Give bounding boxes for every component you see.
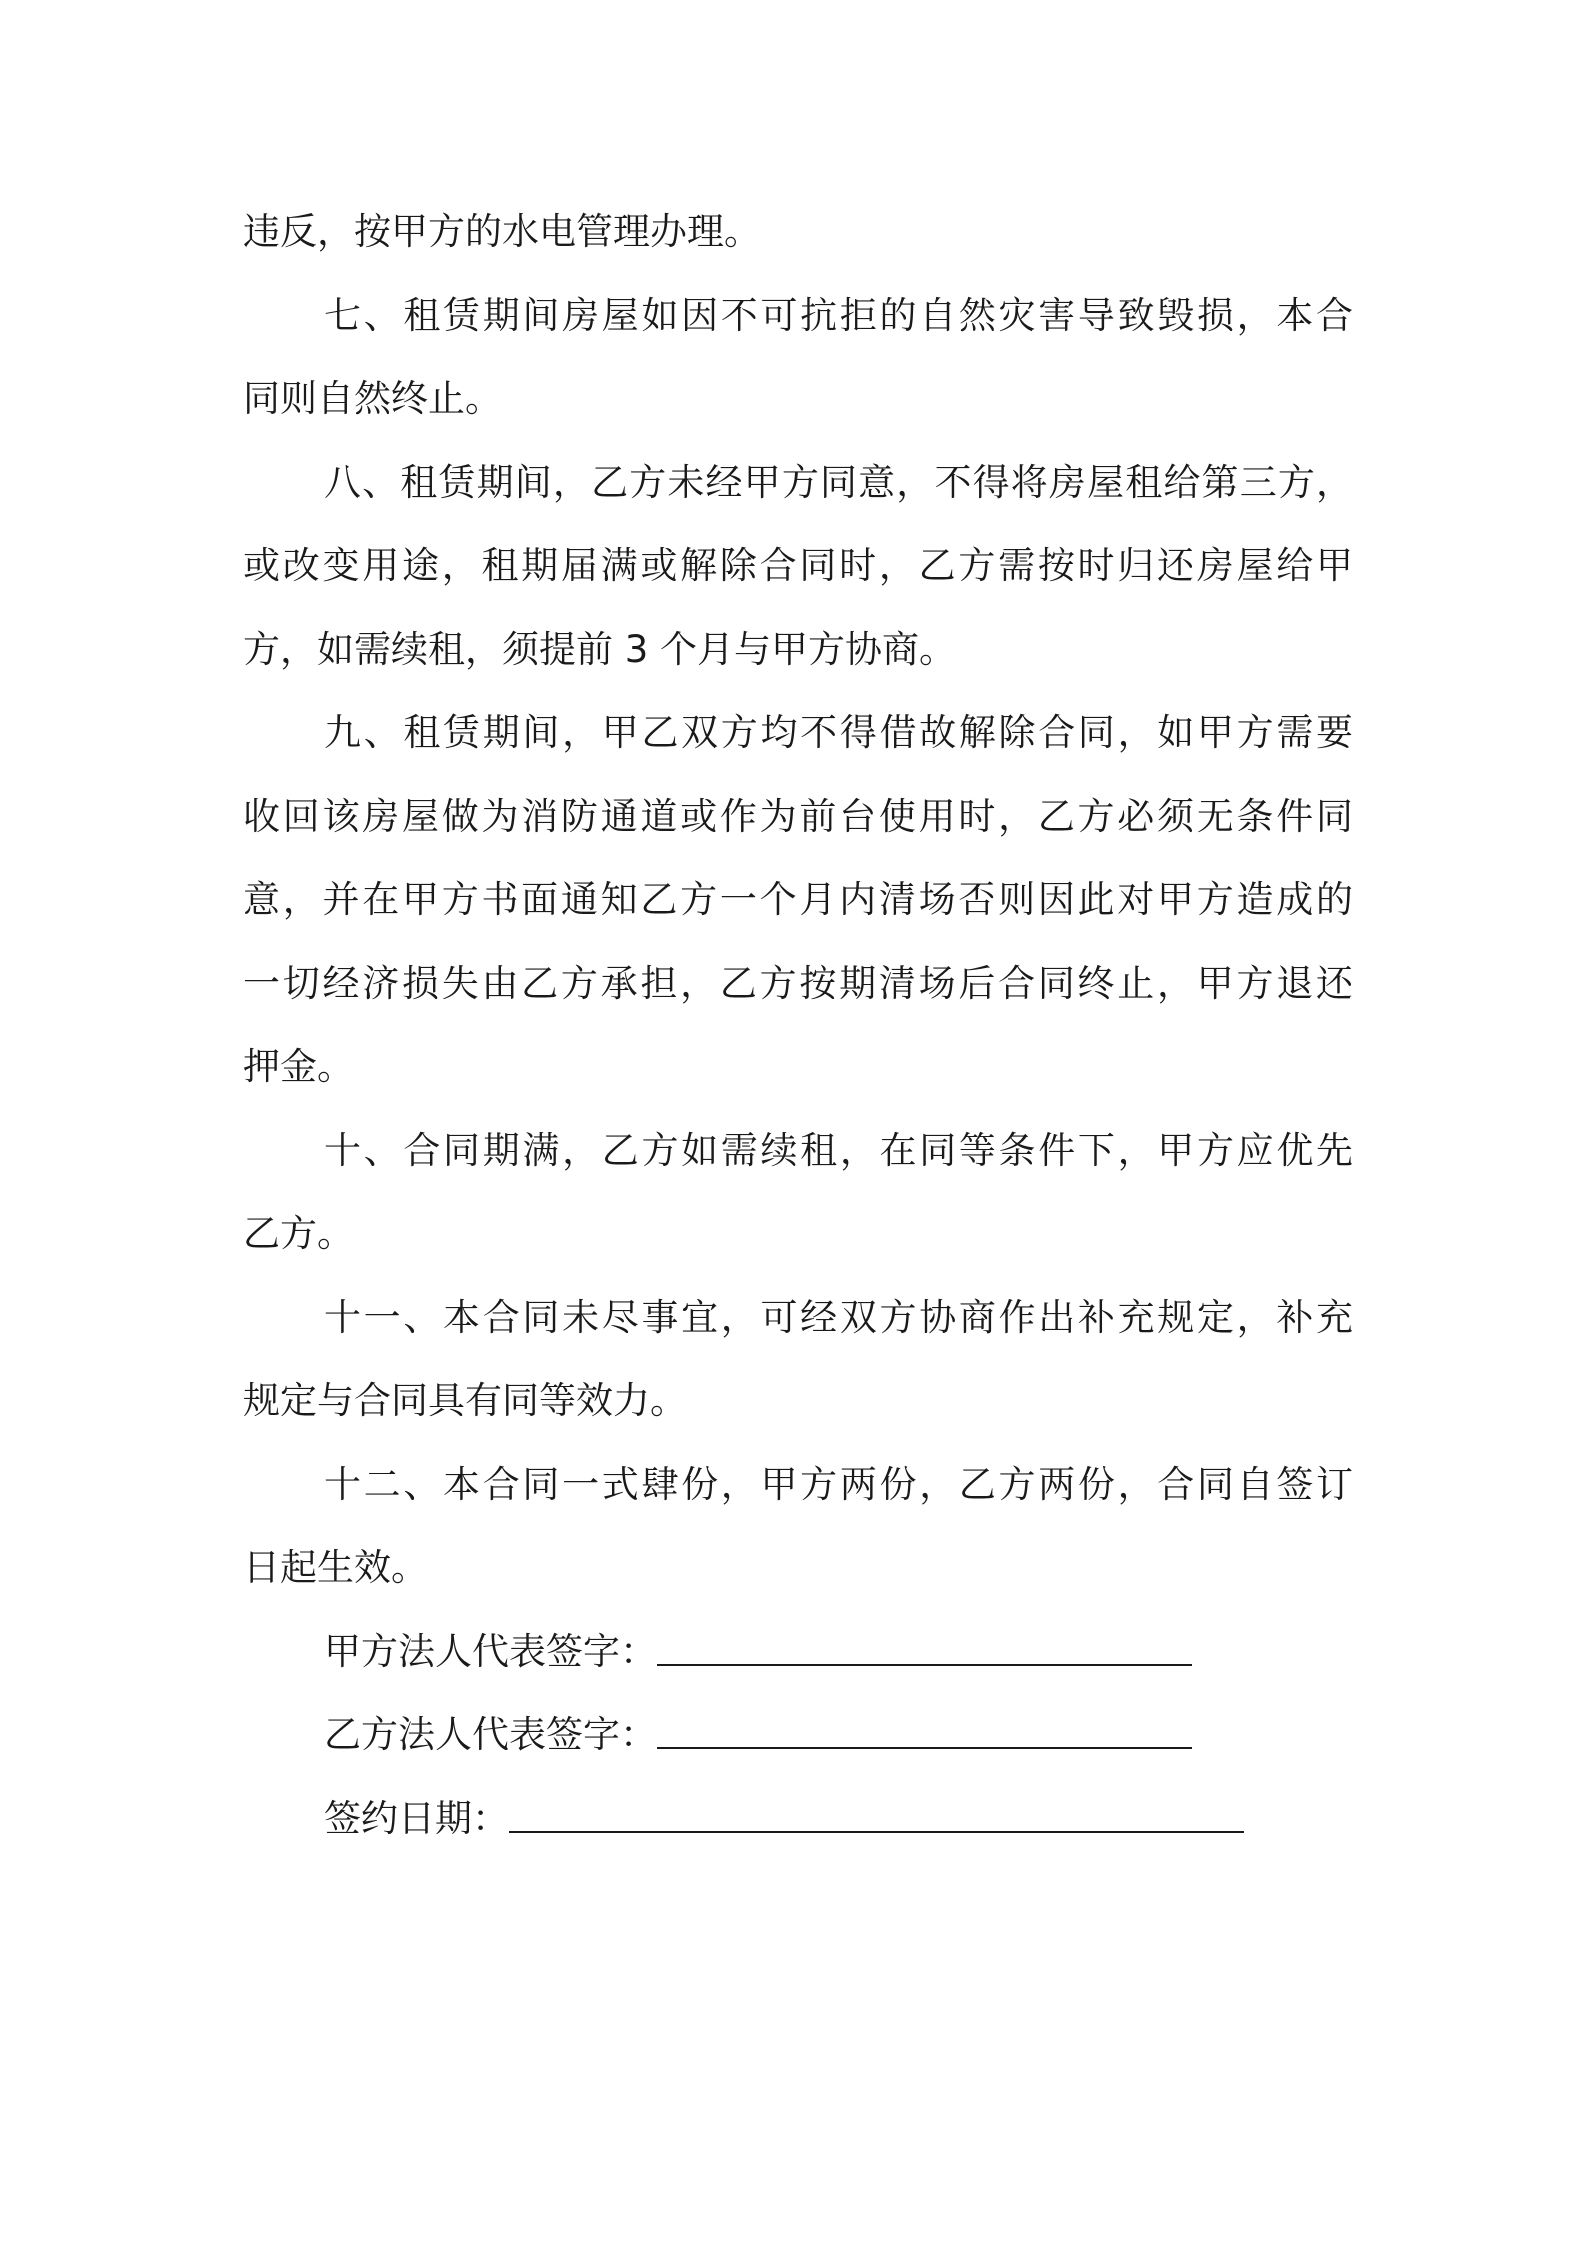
sign-date-row [243, 1777, 1353, 1861]
sign-date-blank-line [509, 1801, 1244, 1833]
body-text-line: 方，如需续租，须提前 3 个月与甲方协商。 [243, 627, 957, 671]
body-text-line: 八、租赁期间，乙方未经甲方同意，不得将房屋租给第三方， [324, 460, 1353, 504]
body-text-line: 乙方。 [243, 1212, 354, 1255]
document-page [243, 190, 1353, 1860]
body-text-line: 或改变用途，租期届满或解除合同时，乙方需按时归还房屋给甲 [243, 544, 1353, 587]
body-text-line: 十一、本合同未尽事宜，可经双方协商作出补充规定，补充 [324, 1295, 1353, 1339]
body-text-line: 押金。 [243, 1045, 354, 1088]
party-a-signature-blank-line [657, 1634, 1192, 1666]
body-text-line: 一切经济损失由乙方承担，乙方按期清场后合同终止，甲方退还 [243, 961, 1353, 1005]
body-text-line: 十二、本合同一式肆份，甲方两份，乙方两份，合同自签订 [324, 1462, 1353, 1506]
party-b-signature-row [243, 1693, 1353, 1777]
document-body [243, 190, 1353, 1610]
body-text-line: 意，并在甲方书面通知乙方一个月内清场否则因此对甲方造成的 [243, 878, 1353, 921]
body-text-line: 收回该房屋做为消防通道或作为前台使用时，乙方必须无条件同 [243, 794, 1353, 838]
body-text-line: 日起生效。 [243, 1546, 428, 1589]
party-a-signature-row [243, 1610, 1353, 1694]
body-text-line: 同则自然终止。 [243, 377, 502, 420]
body-text-line: 九、租赁期间，甲乙双方均不得借故解除合同，如甲方需要 [324, 711, 1353, 754]
party-b-signature-blank-line [657, 1717, 1192, 1749]
body-text-line: 十、合同期满，乙方如需续租，在同等条件下，甲方应优先 [324, 1128, 1353, 1172]
body-text-line: 规定与合同具有同等效力。 [243, 1379, 687, 1422]
body-text-line: 违反，按甲方的水电管理办理。 [243, 210, 761, 253]
signature-block [243, 1610, 1353, 1861]
party-a-signature-label: 甲方法人代表签字： [324, 1629, 657, 1673]
body-text-line: 七、租赁期间房屋如因不可抗拒的自然灾害导致毁损，本合 [324, 293, 1353, 337]
sign-date-label: 签约日期： [324, 1796, 509, 1840]
party-b-signature-label: 乙方法人代表签字： [324, 1713, 657, 1756]
